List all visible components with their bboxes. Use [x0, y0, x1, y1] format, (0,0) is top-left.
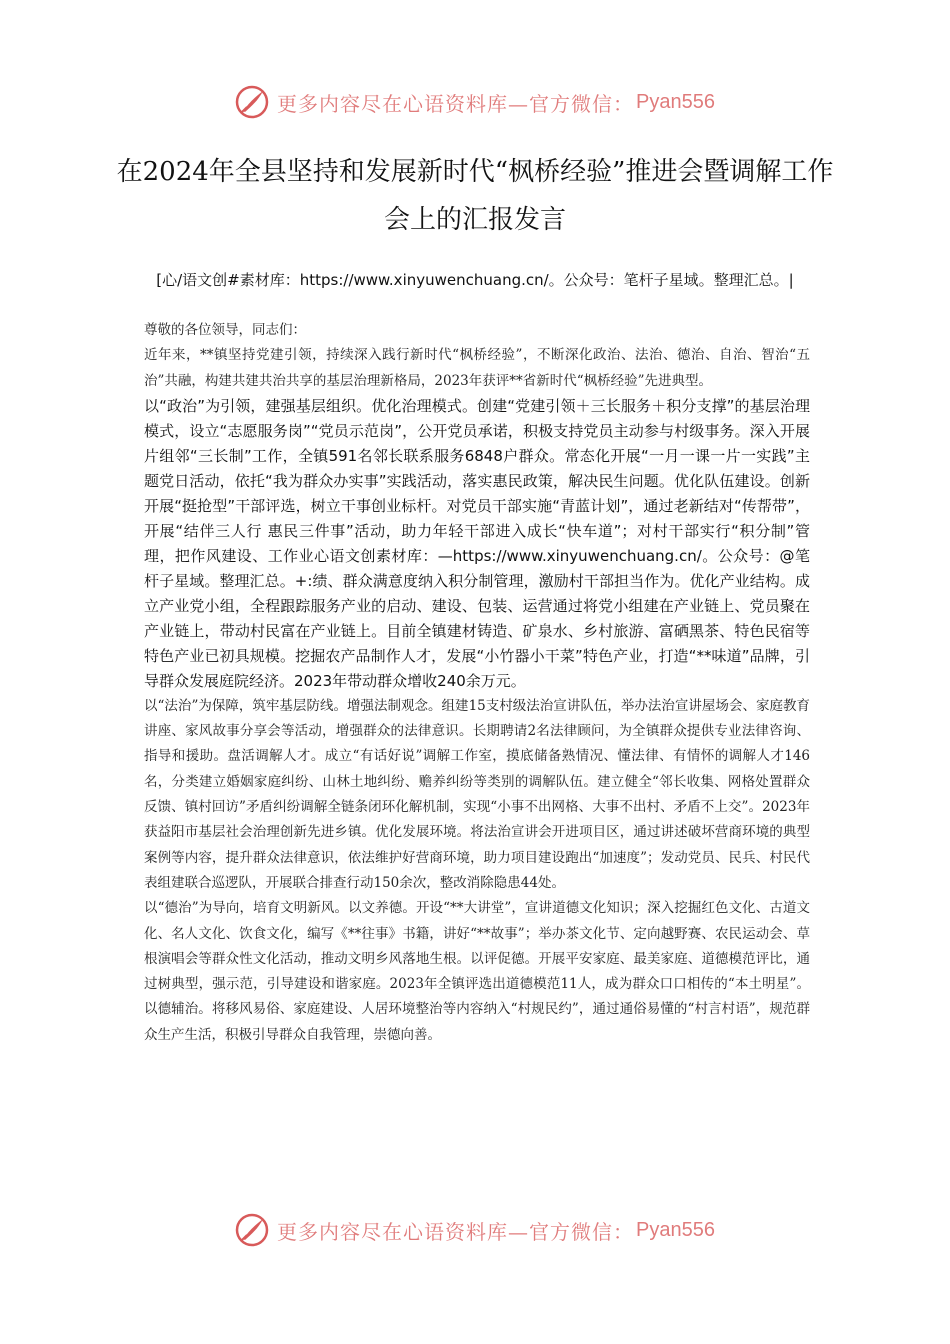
watermark-text: 更多内容尽在心语资料库—官方微信：: [277, 1219, 635, 1244]
document-body: [144, 318, 810, 1048]
politics-paragraph: 以“政治”为引领，建强基层组织。优化治理模式。创建“党建引领＋三长服务＋积分支撑”的基层治理模式，设立“志愿服务岗”“党员示范岗”，公开党员承诺，积极支持党员主动参与村级事务。深入开展片组邻“三长制”工作，全镇591名邻长联系服务6848户群众。常态化开展“一月一课一片一实践”主题党日活动，依托“我为群众办实事”实践活动，落实惠民政策，解决民生问题。优化队伍建设。创新开展“挺抢型”干部评选，树立干事创业标杆。对党员干部实施“青蓝计划”，通过老新结对“传帮带”，开展“结伴三人行 惠民三件事”活动，助力年轻干部进入成长“快车道”；对村干部实行“积分制”管理，把作风建设、工作业心语文创素材库：—https://www.xinyuwenchuang.cn/。公众号：@笔杆子星域。整理汇总。+:绩、群众满意度纳入积分制管理，激励村干部担当作为。优化产业结构。成立产业党小组，全程跟踪服务产业的启动、建设、包装、运营通过将党小组建在产业链上、党员聚在产业链上，带动村民富在产业链上。目前全镇建材铸造、矿泉水、乡村旅游、富硒黑茶、特色民宿等特色产业已初具规模。挖掘农产品制作人才，发展“小竹器小干菜”特色产业，打造“**味道”品牌，引导群众发展庭院经济。2023年带动群众增收240余万元。: [144, 396, 810, 690]
watermark-wechat-id: Pyan556: [636, 1218, 715, 1241]
quill-seal-icon: [235, 85, 269, 119]
quill-seal-icon: [235, 1213, 269, 1247]
watermark-wechat-id: Pyan556: [636, 90, 715, 113]
watermark-banner-top: [0, 80, 950, 124]
intro-paragraph: 近年来，**镇坚持党建引领，持续深入践行新时代“枫桥经验”，不断深化政治、法治、德治、自治、智治“五治”共融，构建共建共治共享的基层治理新格局，2023年获评**省新时代“枫桥经验”先进典型。: [144, 347, 810, 389]
source-note: [心/语文创#素材库：https://www.xinyuwenchuang.cn/。公众号：笔杆子星域。整理汇总。|: [156, 271, 794, 289]
rule-of-law-paragraph: 以“法治”为保障，筑牢基层防线。增强法制观念。组建15支村级法治宣讲队伍，举办法治宣讲屋场会、家庭教育讲座、家风故事分享会等活动，增强群众的法律意识。长期聘请2名法律顾问，为全镇群众提供专业法律咨询、指导和援助。盘活调解人才。成立“有话好说”调解工作室，摸底储备熟情况、懂法律、有情怀的调解人才146名，分类建立婚姻家庭纠纷、山林土地纠纷、赡养纠纷等类别的调解队伍。建立健全“邻长收集、网格处置群众反馈、镇村回访”矛盾纠纷调解全链条闭环化解机制，实现“小事不出网格、大事不出村、矛盾不上交”。2023年获益阳市基层社会治理创新先进乡镇。优化发展环境。将法治宣讲会开进项目区，通过讲述破坏营商环境的典型案例等内容，提升群众法律意识，依法维护好营商环境，助力项目建设跑出“加速度”；发动党员、民兵、村民代表组建联合巡逻队，开展联合排查行动150余次，整改消除隐患44处。: [144, 697, 810, 891]
watermark-banner-bottom: [0, 1208, 950, 1252]
morality-paragraph: 以“德治”为导向，培育文明新风。以文养德。开设“**大讲堂”，宣讲道德文化知识；深入挖掘红色文化、古道文化、名人文化、饮食文化，编写《**往事》书籍，讲好“**故事”；举办茶文化节、定向越野赛、农民运动会、草根演唱会等群众性文化活动，推动文明乡风落地生根。以评促德。开展平安家庭、最美家庭、道德模范评比，通过树典型，强示范，引导建设和谐家庭。2023年全镇评选出道德模范11人，成为群众口口相传的“本土明星”。以德辅治。将移风易俗、家庭建设、人居环境整治等内容纳入“村规民约”，通过通俗易懂的“村言村语”，规范群众生产生活，积极引导群众自我管理，崇德向善。: [144, 900, 810, 1043]
salutation-paragraph: 尊敬的各位领导，同志们：: [144, 322, 306, 338]
document-title: 在2024年全县坚持和发展新时代“枫桥经验”推进会暨调解工作会上的汇报发言: [116, 157, 834, 235]
watermark-text: 更多内容尽在心语资料库—官方微信：: [277, 91, 635, 116]
